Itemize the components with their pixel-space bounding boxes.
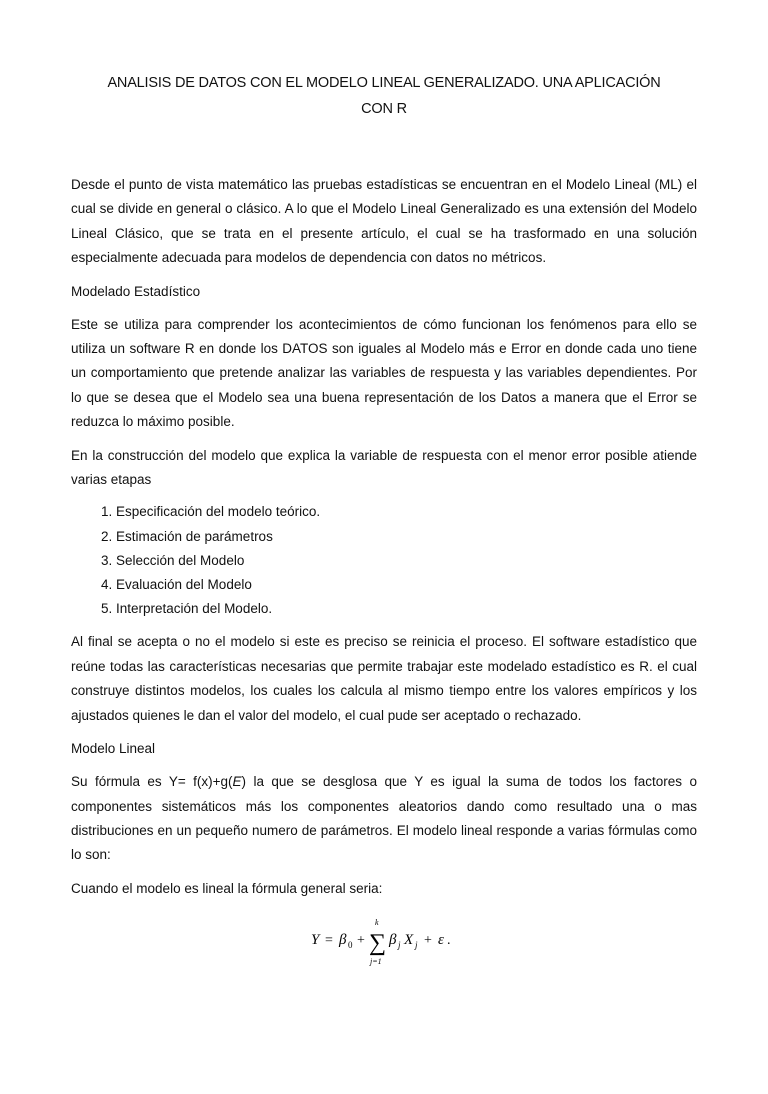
formula-sigma: ∑: [369, 930, 387, 956]
document-title: [71, 70, 697, 122]
linear-model-formula: [309, 912, 459, 973]
list-item: 3. Selección del Modelo: [116, 549, 697, 573]
heading-modelo-lineal: Modelo Lineal: [71, 741, 156, 757]
formula-eps: ε: [438, 932, 444, 948]
list-item: 1. Especificación del modelo teórico.: [116, 500, 697, 524]
formula-lower: j=1: [370, 957, 382, 966]
paragraph-construccion: En la construcción del modelo que explica la variable de respuesta con el menor error posible atiende varias etapas: [71, 447, 697, 488]
steps-list: [71, 500, 697, 621]
list-item: 2. Estimación de parámetros: [116, 525, 697, 549]
formula-text-b: ) la que se desglosa que Y es igual la suma de todos los factores o componentes sistemáticos más los componentes aleatorios dando como resultado una o mas distribuciones en un pequeño numero de parámetros. El modelo lineal responde a varias fórmulas como lo son:: [71, 774, 697, 863]
heading-modelado-estadistico: Modelado Estadístico: [71, 283, 201, 299]
title-line-1: ANALISIS DE DATOS CON EL MODELO LINEAL GENERALIZADO. UNA APLICACIÓN: [107, 75, 661, 91]
title-line-2: CON R: [361, 101, 407, 117]
list-item: 4. Evaluación del Modelo: [116, 573, 697, 597]
formula-beta0: β: [339, 932, 347, 948]
intro-paragraph: Desde el punto de vista matemático las pruebas estadísticas se encuentran en el Modelo Lineal (ML) el cual se divide en general o clásico. A lo que el Modelo Lineal Generalizado es una extensión del Modelo Lineal Clásico, que se trata en el presente artículo, el cual se ha trasformado en una solución especialmente adecuada para modelos de dependencia con datos no métricos.: [71, 177, 697, 266]
formula-betaj: β: [389, 932, 397, 948]
formula-plus1: +: [357, 933, 365, 948]
formula-block: [0, 912, 768, 973]
formula-eq: =: [325, 933, 333, 948]
formula-text-e: E: [232, 774, 242, 790]
formula-subj: j: [398, 940, 401, 950]
paragraph-modelado: Este se utiliza para comprender los acontecimientos de cómo funcionan los fenómenos para ello se utiliza un software R en donde los DATOS son iguales al Modelo más e Error en donde cada uno tiene un comportamiento que pretende analizar las variables de respuesta y las variables dependientes. Por lo que se desea que el Modelo sea una buena representación de los Datos a manera que el Error se reduzca lo máximo posible.: [71, 316, 697, 430]
formula-sub0: 0: [348, 940, 353, 950]
paragraph-formula: [71, 770, 697, 868]
formula-text-a: Su fórmula es Y= f(x)+g(: [71, 774, 233, 790]
formula-svg: [309, 912, 459, 968]
formula-lhs: Y: [311, 932, 320, 948]
paragraph-final: Al final se acepta o no el modelo si este es preciso se reinicia el proceso. El software estadístico que reúne todas las características necesarias que permite trabajar este modelado estadístico es R. el cual construye distintos modelos, los cuales los calcula al mismo tiempo entre los valores empíricos y los ajustados quienes le dan el valor del modelo, el cual pude ser aceptado o rechazado.: [71, 634, 697, 723]
formula-plus2: +: [424, 933, 432, 948]
paragraph-cuando: Cuando el modelo es lineal la fórmula general seria:: [71, 880, 383, 896]
formula-upper: k: [375, 918, 379, 927]
list-item: 5. Interpretación del Modelo.: [116, 597, 697, 621]
formula-dot: .: [447, 933, 451, 948]
formula-subxj: j: [415, 940, 418, 950]
formula-x: X: [404, 932, 414, 948]
